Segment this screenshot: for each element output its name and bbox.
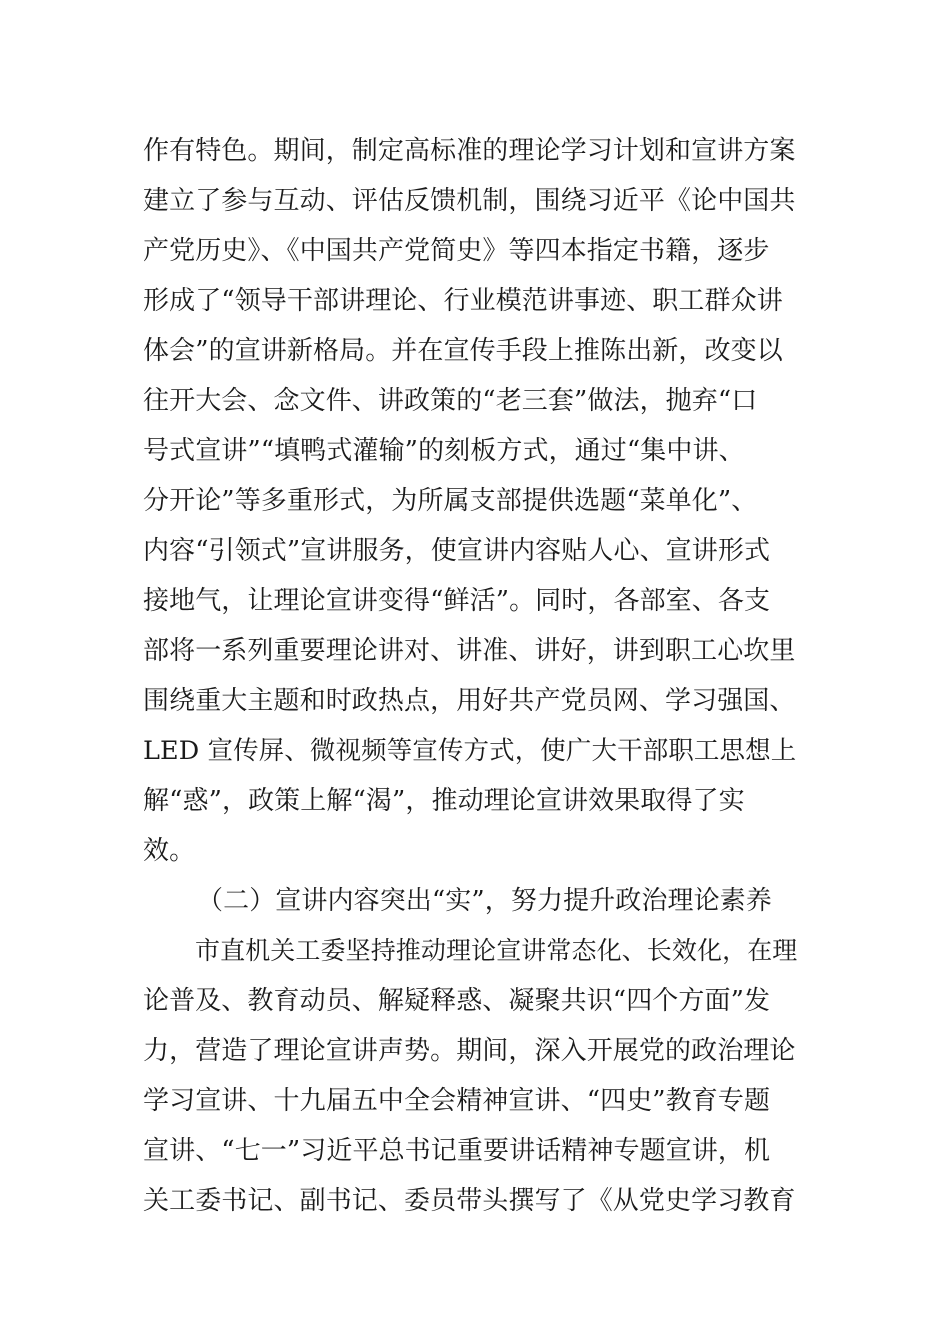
body-text-line: 力，营造了理论宣讲声势。期间，深入开展党的政治理论 <box>143 1036 796 1066</box>
body-text-line: 形成了“领导干部讲理论、行业模范讲事迹、职工群众讲 <box>143 286 783 316</box>
body-text-line: LED 宣传屏、微视频等宣传方式，使广大干部职工思想上 <box>143 736 797 766</box>
body-text-line: 解“惑”，政策上解“渴”，推动理论宣讲效果取得了实 <box>143 786 745 816</box>
body-text-line: 分开论”等多重形式，为所属支部提供选题“菜单化”、 <box>143 486 758 516</box>
body-text-line: 产党历史》、《中国共产党简史》等四本指定书籍，逐步 <box>143 236 770 266</box>
body-text-line: 号式宣讲”“填鸭式灌输”的刻板方式，通过“集中讲、 <box>143 436 745 466</box>
body-text-line: 宣讲、“七一”习近平总书记重要讲话精神专题宣讲，机 <box>143 1136 771 1166</box>
body-text-line: 部将一系列重要理论讲对、讲准、讲好，讲到职工心坎里 <box>143 636 796 666</box>
body-text-line: 围绕重大主题和时政热点，用好共产党员网、学习强国、 <box>143 686 796 716</box>
body-text-line: 内容“引领式”宣讲服务，使宣讲内容贴人心、宣讲形式 <box>143 536 771 566</box>
body-text-line: 论普及、教育动员、解疑释惑、凝聚共识“四个方面”发 <box>143 986 771 1016</box>
body-text-line: 效。 <box>143 836 196 866</box>
body-text-line: 建立了参与互动、评估反馈机制，围绕习近平《论中国共 <box>143 186 796 216</box>
section-heading: （二）宣讲内容突出“实”，努力提升政治理论素养 <box>197 886 772 916</box>
body-text-line: 关工委书记、副书记、委员带头撰写了《从党史学习教育 <box>143 1186 796 1216</box>
body-text-line: 体会”的宣讲新格局。并在宣传手段上推陈出新，改变以 <box>143 336 783 366</box>
body-text-line: 接地气，让理论宣讲变得“鲜活”。同时，各部室、各支 <box>143 586 771 616</box>
body-text-line: 市直机关工委坚持推动理论宣讲常态化、长效化，在理 <box>195 936 798 965</box>
body-text-line: 学习宣讲、十九届五中全会精神宣讲、“四史”教育专题 <box>143 1086 771 1116</box>
body-text-line: 作有特色。期间，制定高标准的理论学习计划和宣讲方案 <box>143 136 796 166</box>
body-text-line: 往开大会、念文件、讲政策的“老三套”做法，抛弃“口 <box>143 386 758 416</box>
